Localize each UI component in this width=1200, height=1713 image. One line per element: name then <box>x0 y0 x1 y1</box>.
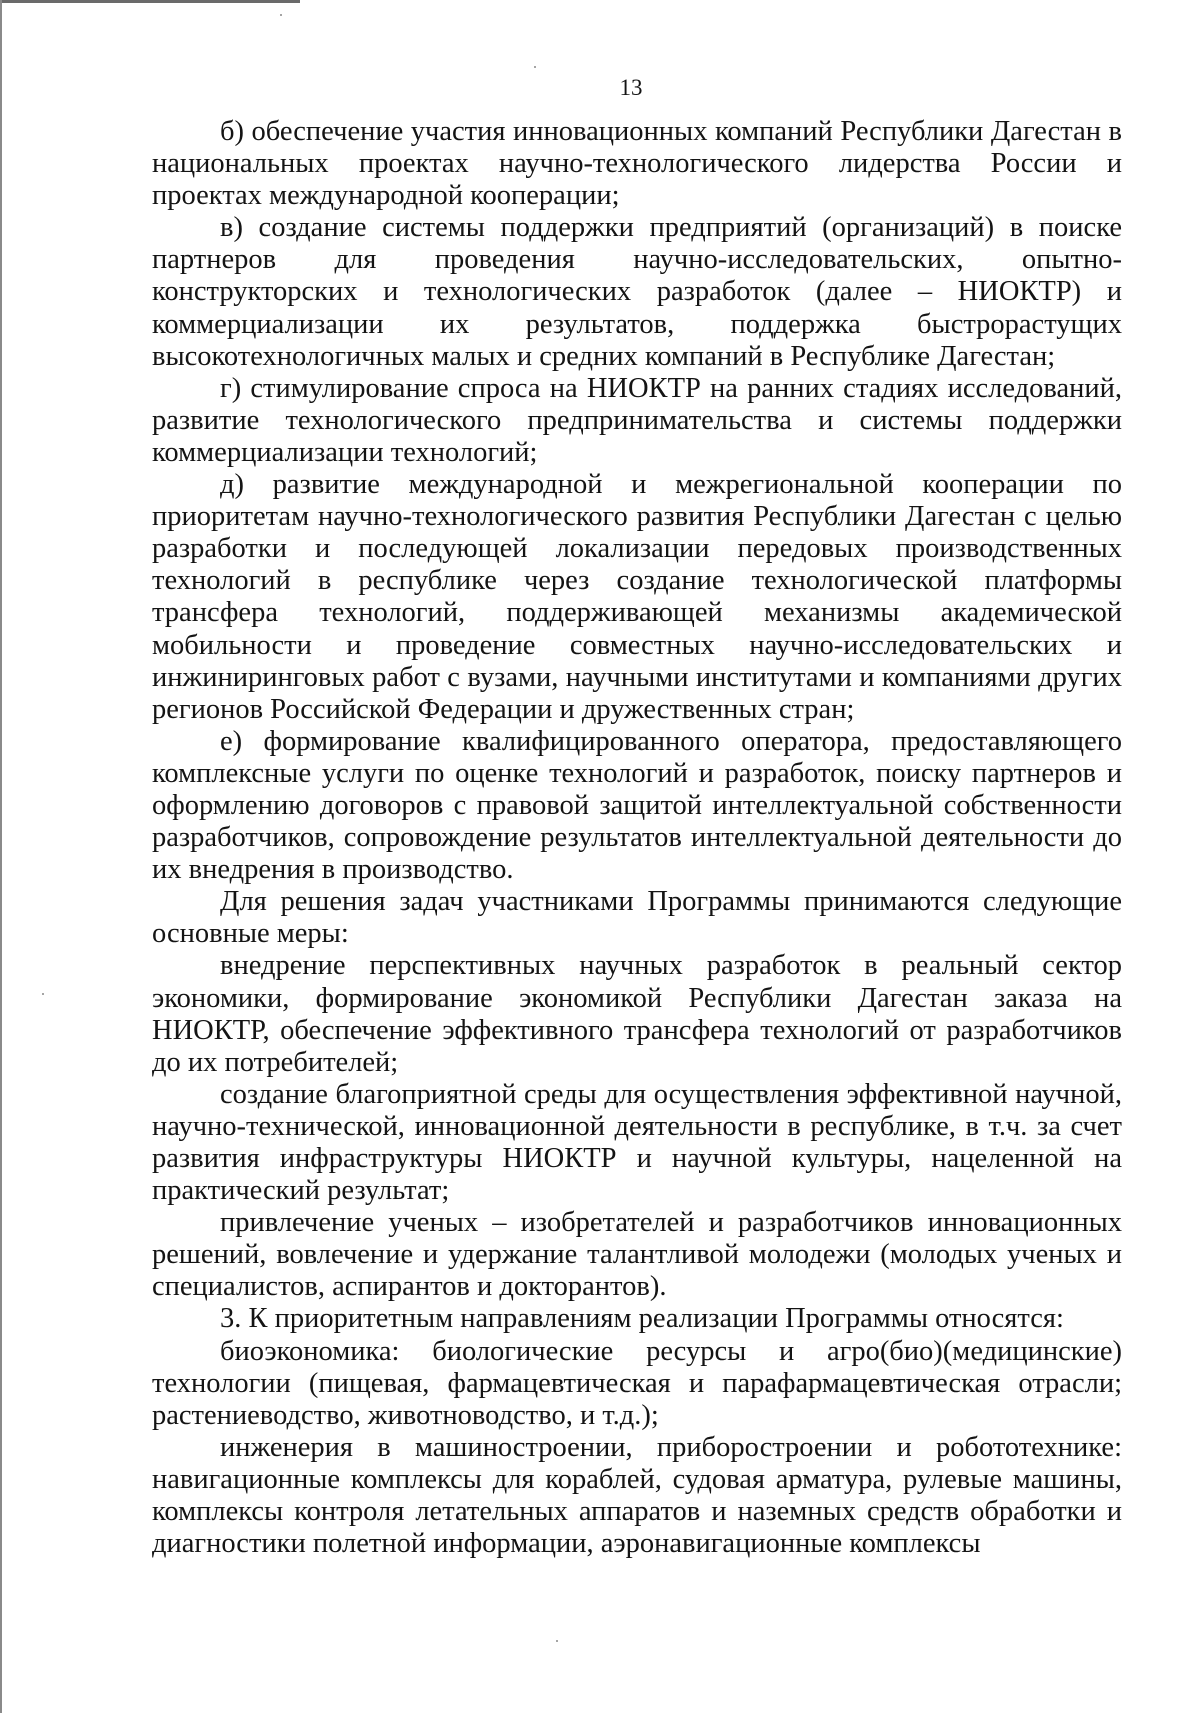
scan-speck <box>534 66 536 68</box>
paragraph-measure-environment: создание благоприятной среды для осуществления эффективной научной, научно-технической, инновационной деятельности в республике, в т.ч. за счет развития инфраструктуры НИОКТР и научной культуры, нацеленной на практический результат; <box>152 1078 1122 1207</box>
scan-edge-left <box>0 0 2 1713</box>
scan-speck <box>280 14 282 16</box>
document-body <box>152 116 1122 1560</box>
page-number: 13 <box>619 75 643 100</box>
paragraph-item-g: г) стимулирование спроса на НИОКТР на ранних стадиях исследований, развитие технологического предпринимательства и системы поддержки коммерциализации технологий; <box>152 372 1122 468</box>
paragraph-section-3-heading: 3. К приоритетным направлениям реализации Программы относятся: <box>220 1303 1064 1335</box>
paragraph-bioeconomy: биоэкономика: биологические ресурсы и агро(био)(медицинские) технологии (пищевая, фармацевтическая и парафармацевтическая отрасли; растениеводство, животноводство, и т.д.); <box>152 1335 1122 1431</box>
paragraph-item-b: б) обеспечение участия инновационных компаний Республики Дагестан в национальных проектах научно-технологического лидерства России и проектах международной кооперации; <box>152 116 1122 212</box>
paragraph-engineering: инженерия в машиностроении, приборостроении и робототехнике: навигационные комплексы для кораблей, судовая арматура, рулевые машины, комплексы контроля летательных аппаратов и наземных средств обработки и диагностики полетной информации, аэронавигационные комплексы <box>152 1431 1122 1560</box>
paragraph-measure-implementation: внедрение перспективных научных разработок в реальный сектор экономики, формирование экономикой Республики Дагестан заказа на НИОКТР, обеспечение эффективного трансфера технологий от разработчиков до их потребителей; <box>152 950 1122 1078</box>
paragraph-measures-intro: Для решения задач участниками Программы принимаются следующие основные меры: <box>152 886 1122 950</box>
scan-speck <box>556 1640 558 1642</box>
paragraph-item-v: в) создание системы поддержки предприятий (организаций) в поиске партнеров для проведения научно-исследовательских, опытно-конструкторских и технологических разработок (далее – НИОКТР) и коммерциализации их результатов, поддержка быстрорастущих высокотехнологичных малых и средних компаний в Республике Дагестан; <box>152 212 1122 372</box>
paragraph-measure-attraction: привлечение ученых – изобретателей и разработчиков инновационных решений, вовлечение и удержание талантливой молодежи (молодых ученых и специалистов, аспирантов и докторантов). <box>152 1207 1122 1303</box>
paragraph-item-d: д) развитие международной и межрегиональной кооперации по приоритетам научно-технологического развития Республики Дагестан с целью разработки и последующей локализации передовых производственных технологий в республике через создание технологической платформы трансфера технологий, поддерживающей механизмы академической мобильности и проведение совместных научно-исследовательских и инжиниринговых работ с вузами, научными институтами и компаниями других регионов Российской Федерации и дружественных стран; <box>152 469 1122 725</box>
paragraph-item-e: е) формирование квалифицированного оператора, предоставляющего комплексные услуги по оценке технологий и разработок, поиску партнеров и оформлению договоров с правовой защитой интеллектуальной собственности разработчиков, сопровождение результатов интеллектуальной деятельности до их внедрения в производство. <box>152 725 1122 886</box>
scan-speck <box>42 993 44 995</box>
scan-edge-top <box>0 0 300 3</box>
